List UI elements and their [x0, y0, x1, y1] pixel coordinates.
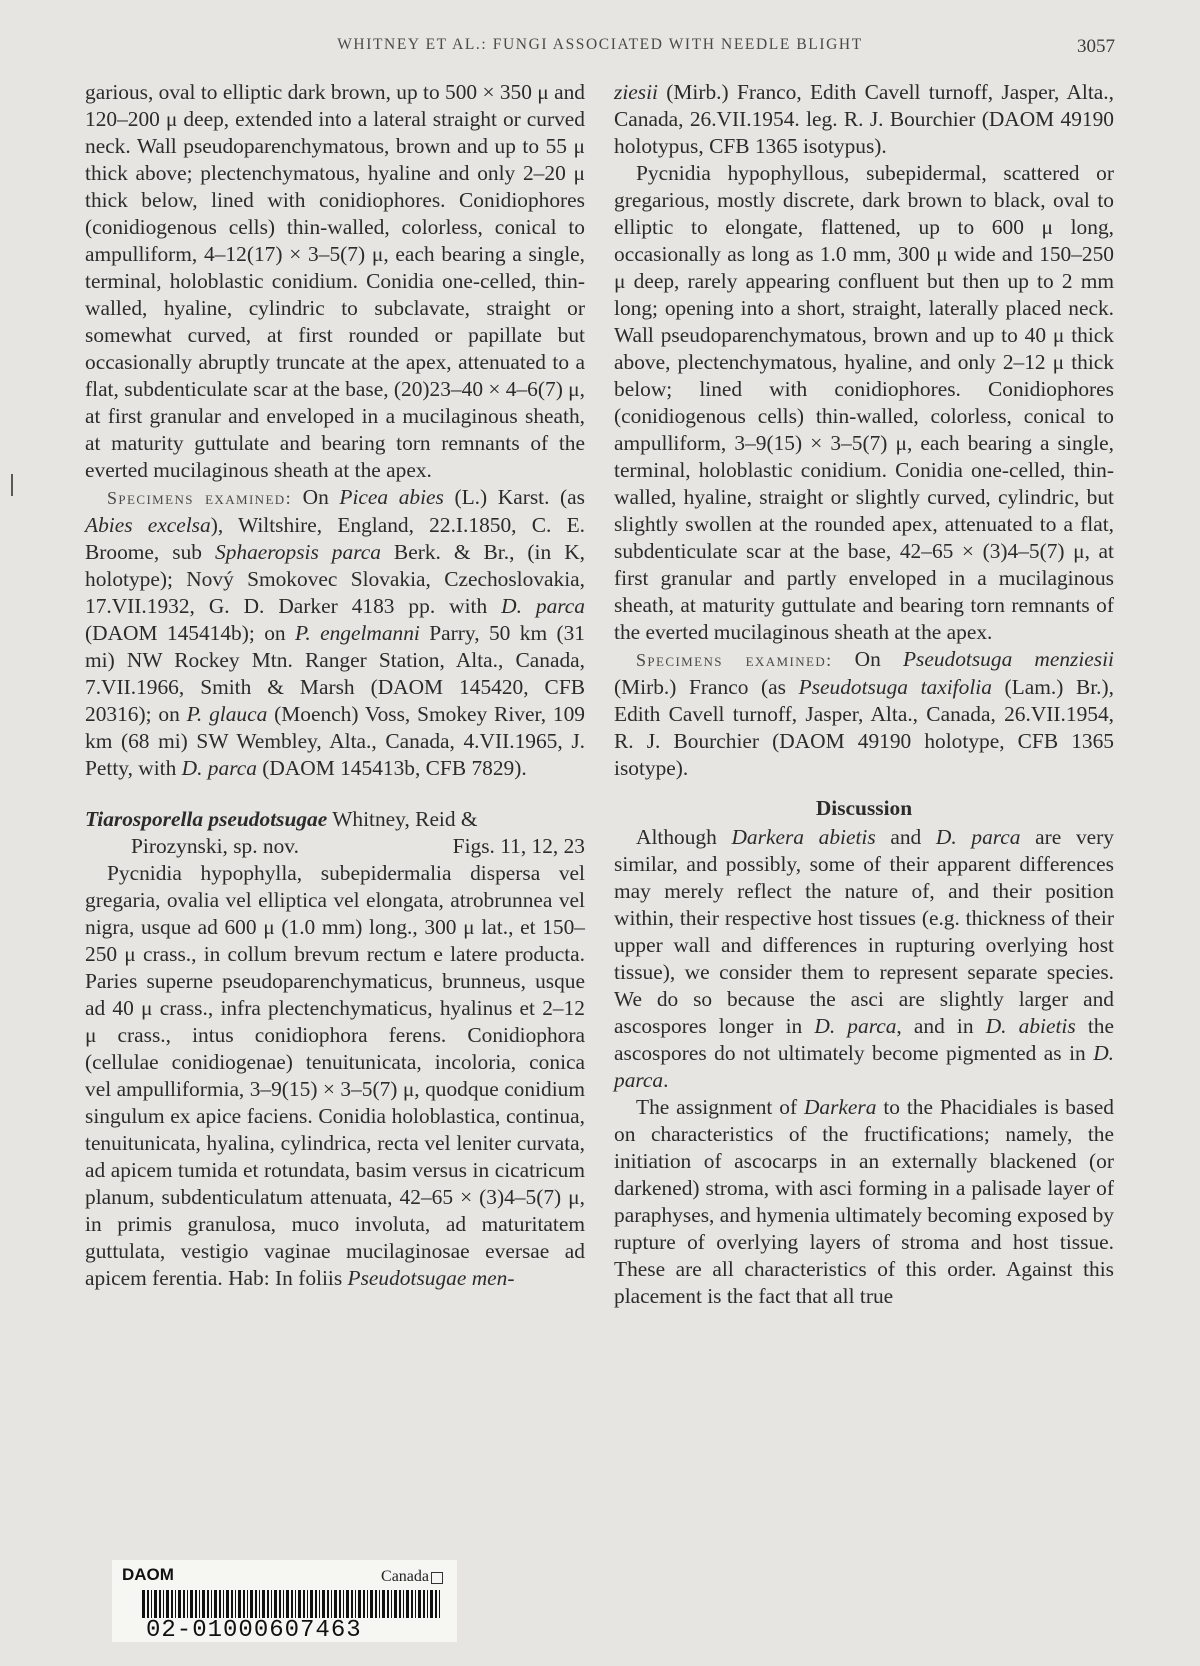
- barcode-bar: [303, 1590, 305, 1618]
- barcode-bar: [267, 1590, 269, 1618]
- barcode-bar: [331, 1590, 332, 1618]
- species-authors: Whitney, Reid &: [327, 807, 478, 831]
- barcode-bar: [226, 1590, 229, 1618]
- text-run: to the Phacidiales is based on characteristics of the fructifications; namely, the initiation of ascocarps in an externally blackened (or darkened) stroma, with asci forming in a palisade layer of paraphyses, and hymenia ultimately becoming exposed by rupture of overlying layers of stroma and host tissue. These are all characteristics of this order. Against this placement is the fact that all true: [614, 1095, 1114, 1308]
- text-run: (DAOM 145414b); on: [85, 621, 296, 645]
- barcode-bar: [247, 1590, 248, 1618]
- barcode-bar: [379, 1590, 380, 1618]
- species-name: Tiarosporella pseudotsugae: [85, 807, 328, 831]
- italic-run: Darkera abietis: [731, 825, 876, 849]
- species-heading: [85, 806, 585, 860]
- barcode-bar: [238, 1590, 241, 1618]
- barcode-bar: [207, 1590, 209, 1618]
- text-run: ), Wiltshire, England, 22.I.1850, C. E. Broome, sub: [85, 513, 586, 564]
- herbarium-barcode-label: [112, 1560, 457, 1642]
- barcode-bar: [394, 1590, 397, 1618]
- discussion-text-2: [614, 1095, 1114, 1308]
- barcode-bar: [286, 1590, 289, 1618]
- country-wordmark: Canada: [381, 1568, 429, 1585]
- left-column: [85, 79, 585, 1292]
- italic-run: D. parca: [181, 756, 257, 780]
- barcode-bar: [403, 1590, 404, 1618]
- text-run: (Mirb.) Franco, Edith Cavell turnoff, Jasper, Alta., Canada, 26.VII.1954. leg. R. J. Bourchier (DAOM 49190 holotypus, CFB 1365 isotypus).: [614, 80, 1114, 158]
- discussion-paragraph-2: [614, 1094, 1114, 1310]
- barcode-bar: [274, 1590, 277, 1618]
- barcode-bar: [223, 1590, 224, 1618]
- text-run: the ascospores do not ultimately become pigmented as in: [614, 1014, 1114, 1065]
- text-run: Pycnidia hypophylla, subepidermalia dispersa vel gregaria, ovalia vel elliptica vel elongata, atrobrunnea vel nigra, usque ad 600 μ (1.0 mm) long., 300 μ lat., et 150–250 μ crass., in collum brevum rectum e latere producta. Paries superne pseudoparenchymaticus, brunneus, usque ad 40 μ crass., infra plectenchymaticus, hyalinus et 2–12 μ crass., intus conidiophora ferens. Conidiophora (cellulae conidiogenae) tenuitunicata, incoloria, conica vel ampulliformia, 3–9(15) × 3–5(7) μ, quodque conidium singulum ex apice faciens. Conidia holoblastica, continua, tenuitunicata, hyalina, cylindrica, recta vel leniter curvata, ad apicem tumida et rotundata, basim versus in cicatricum planum, subdenticulatum attenuata, 42–65 × (3)4–5(7) μ, in primis granulosa, muco involuta, ad maturitatem guttulata, vestigio vaginae mucilaginosae eversae ad apicem ferentia. Hab: In foliis: [85, 861, 585, 1290]
- barcode-bar: [339, 1590, 341, 1618]
- barcode-bar: [399, 1590, 401, 1618]
- text-run: Parry, 50 km (31 mi) NW Rockey Mtn. Ranger Station, Alta., Canada, 7.VII.1966, Smith & Marsh (DAOM 145420, CFB 20316); on: [85, 621, 585, 726]
- barcode-bar: [355, 1590, 356, 1618]
- barcode-bar: [435, 1590, 437, 1618]
- text-run: are very similar, and possibly, some of their apparent differences may merely reflect the nature of, and their position within, their respective host tissues (e.g. thickness of their upper wall and differences in rupturing overlying host tissue), we consider them to represent separate species. We do so because the asci are slightly larger and ascospores longer in: [614, 825, 1114, 1038]
- barcode-bar: [315, 1590, 317, 1618]
- barcode: [142, 1590, 442, 1618]
- italic-run: Pseudotsuga taxifolia: [798, 675, 992, 699]
- italic-run: P. glauca: [186, 702, 268, 726]
- margin-mark: [11, 474, 13, 496]
- barcode-bar: [363, 1590, 365, 1618]
- barcode-bar: [291, 1590, 293, 1618]
- barcode-bar: [370, 1590, 373, 1618]
- italic-run: D. abietis: [985, 1014, 1076, 1038]
- barcode-bar: [171, 1590, 173, 1618]
- barcode-bar: [415, 1590, 416, 1618]
- barcode-bar: [427, 1590, 428, 1618]
- specimens-label-2: Specimens examined:: [636, 650, 833, 670]
- barcode-bar: [423, 1590, 425, 1618]
- barcode-bar: [195, 1590, 197, 1618]
- barcode-bar: [283, 1590, 284, 1618]
- text-run: (L.) Karst. (as: [443, 485, 585, 509]
- barcode-bar: [322, 1590, 325, 1618]
- barcode-bar: [199, 1590, 200, 1618]
- barcode-bar: [154, 1590, 157, 1618]
- flag-icon: [431, 1572, 443, 1584]
- barcode-bar: [375, 1590, 377, 1618]
- text-run: On: [832, 647, 903, 671]
- barcode-bar: [166, 1590, 169, 1618]
- barcode-bar: [391, 1590, 392, 1618]
- italic-run: Pseudotsugae men-: [347, 1266, 515, 1290]
- italic-run: Picea abies: [339, 485, 444, 509]
- barcode-bar: [187, 1590, 188, 1618]
- barcode-bar: [250, 1590, 253, 1618]
- italic-run: D. parca: [935, 825, 1021, 849]
- barcode-number: 02-01000607463: [146, 1617, 362, 1644]
- text-run: (DAOM 145413b, CFB 7829).: [256, 756, 527, 780]
- italic-run: D. parca: [501, 594, 585, 618]
- text-run: Berk. & Br., (in K, holotype); Nový Smokovec Slovakia, Czechoslovakia, 17.VII.1932, G. D. Darker 4183 pp. with: [85, 540, 585, 618]
- running-head: WHITNEY ET AL.: FUNGI ASSOCIATED WITH NEEDLE BLIGHT: [337, 36, 863, 53]
- description-paragraph: garious, oval to elliptic dark brown, up to 500 × 350 μ and 120–200 μ deep, extended into a lateral straight or curved neck. Wall pseudoparenchymatous, brown and up to 55 μ thick above; plectenchymatous, hyaline and only 2–20 μ thick below, lined with conidiophores. Conidiophores (conidiogenous cells) thin-walled, colorless, conical to ampulliform, 4–12(17) × 3–5(7) μ, each bearing a single, terminal, holoblastic conidium. Conidia one-celled, thin-walled, hyaline, cylindric to subclavate, straight or somewhat curved, at first rounded or papillate but occasionally abruptly truncate at the apex, attenuated to a flat, subdenticulate scar at the base, (20)23–40 × 4–6(7) μ, at first granular and enveloped in a mucilaginous sheath, at maturity guttulate and bearing torn remnants of the everted mucilaginous sheath at the apex.: [85, 80, 585, 482]
- barcode-bar: [255, 1590, 257, 1618]
- barcode-bar: [175, 1590, 176, 1618]
- text-run: (Lam.) Br.), Edith Cavell turnoff, Jasper, Alta., Canada, 26.VII.1954, R. J. Bourchier (DAOM 49190 holotype, CFB 1365 isotype).: [614, 675, 1115, 780]
- barcode-bar: [319, 1590, 320, 1618]
- page-number: 3057: [1077, 36, 1115, 57]
- barcode-bar: [279, 1590, 281, 1618]
- barcode-bar: [259, 1590, 260, 1618]
- latin-continuation: [614, 79, 1114, 160]
- italic-run: Pseudotsuga menziesii: [902, 647, 1115, 671]
- latin-text: [85, 861, 585, 1290]
- english-description: Pycnidia hypophyllous, subepidermal, scattered or gregarious, mostly discrete, dark brown to black, oval to elliptic to elongate, flattened, up to 600 μ long, occasionally as long as 1.0 mm, 300 μ wide and 150–250 μ deep, rarely appearing confluent but then up to 2 mm long; opening into a short, straight, laterally placed neck. Wall pseudoparenchymatous, brown and up to 40 μ thick above, plectenchymatous, hyaline, and only 2–12 μ thick below; lined with conidiophores. Conidiophores (conidiogenous cells) thin-walled, colorless, conical to ampulliform, 3–9(15) × 3–5(7) μ, each bearing a single, terminal, holoblastic conidium. Conidia one-celled, thin-walled, hyaline, straight or slightly curved, cylindric, but slightly swollen at the rounded apex, attenuated to a flat, subdenticulate scar at the base, 42–65 × (3)4–5(7) μ, at first granular and partly enveloped in a mucilaginous sheath, at maturity guttulate and bearing torn remnants of the everted mucilaginous sheath at the apex.: [614, 161, 1114, 644]
- barcode-bar: [151, 1590, 152, 1618]
- text-run: and: [875, 825, 936, 849]
- barcode-bar: [382, 1590, 385, 1618]
- barcode-bar: [418, 1590, 421, 1618]
- discussion-paragraph-1: [614, 824, 1114, 1094]
- specimens-text: [85, 485, 585, 780]
- barcode-bar: [295, 1590, 296, 1618]
- text-run: , and in: [896, 1014, 986, 1038]
- figure-reference: Figs. 11, 12, 23: [452, 834, 585, 858]
- barcode-bar: [190, 1590, 193, 1618]
- barcode-bar: [159, 1590, 161, 1618]
- specimens-label: Specimens examined:: [107, 488, 292, 508]
- discussion-text-1: [614, 825, 1114, 1092]
- text-run: (Mirb.) Franco (as: [614, 675, 799, 699]
- barcode-bar: [367, 1590, 368, 1618]
- latin-diagnosis: [85, 860, 585, 1292]
- barcode-bar: [211, 1590, 212, 1618]
- barcode-bar: [358, 1590, 361, 1618]
- barcode-bar: [202, 1590, 205, 1618]
- italic-run: Abies excelsa: [85, 513, 211, 537]
- text-run: Although: [636, 825, 732, 849]
- barcode-bar: [262, 1590, 265, 1618]
- italic-run: P. engelmanni: [295, 621, 420, 645]
- italic-run: D. parca: [614, 1041, 1114, 1092]
- barcode-bar: [163, 1590, 164, 1618]
- text-run: (Moench) Voss, Smokey River, 109 km (68 mi) SW Wembley, Alta., Canada, 4.VII.1965, J. Petty, with: [85, 702, 585, 780]
- discussion-heading: Discussion: [815, 796, 913, 820]
- barcode-bar: [406, 1590, 409, 1618]
- barcode-bar: [178, 1590, 181, 1618]
- barcode-bar: [387, 1590, 389, 1618]
- collection-code: DAOM: [122, 1565, 174, 1584]
- barcode-bar: [334, 1590, 337, 1618]
- barcode-bar: [243, 1590, 245, 1618]
- barcode-bar: [343, 1590, 344, 1618]
- barcode-bar: [219, 1590, 221, 1618]
- text-run: The assignment of: [636, 1095, 804, 1119]
- specimens-examined-paragraph: [85, 484, 585, 782]
- barcode-bar: [271, 1590, 272, 1618]
- barcode-bar: [310, 1590, 313, 1618]
- barcode-bar: [351, 1590, 353, 1618]
- barcode-bar: [327, 1590, 329, 1618]
- barcode-bar: [439, 1590, 440, 1618]
- italic-run: Sphaeropsis parca: [215, 540, 381, 564]
- right-column: [614, 79, 1114, 1310]
- barcode-bar: [142, 1590, 145, 1618]
- latin-cont-text: [614, 80, 1114, 158]
- barcode-bar: [231, 1590, 233, 1618]
- barcode-bar: [411, 1590, 413, 1618]
- text-run: .: [663, 1068, 669, 1092]
- italic-run: ziesii: [614, 80, 658, 104]
- barcode-bar: [346, 1590, 349, 1618]
- barcode-bar: [307, 1590, 308, 1618]
- italic-run: D. parca: [814, 1014, 897, 1038]
- barcode-bar: [430, 1590, 433, 1618]
- specimens-examined-paragraph-2: [614, 646, 1114, 782]
- barcode-bar: [147, 1590, 149, 1618]
- italic-run: Darkera: [803, 1095, 877, 1119]
- species-authors-cont: Pirozynski, sp. nov.: [131, 834, 299, 858]
- text-run: On: [292, 485, 340, 509]
- barcode-bar: [298, 1590, 301, 1618]
- barcode-bar: [214, 1590, 217, 1618]
- barcode-bar: [235, 1590, 236, 1618]
- barcode-bar: [183, 1590, 185, 1618]
